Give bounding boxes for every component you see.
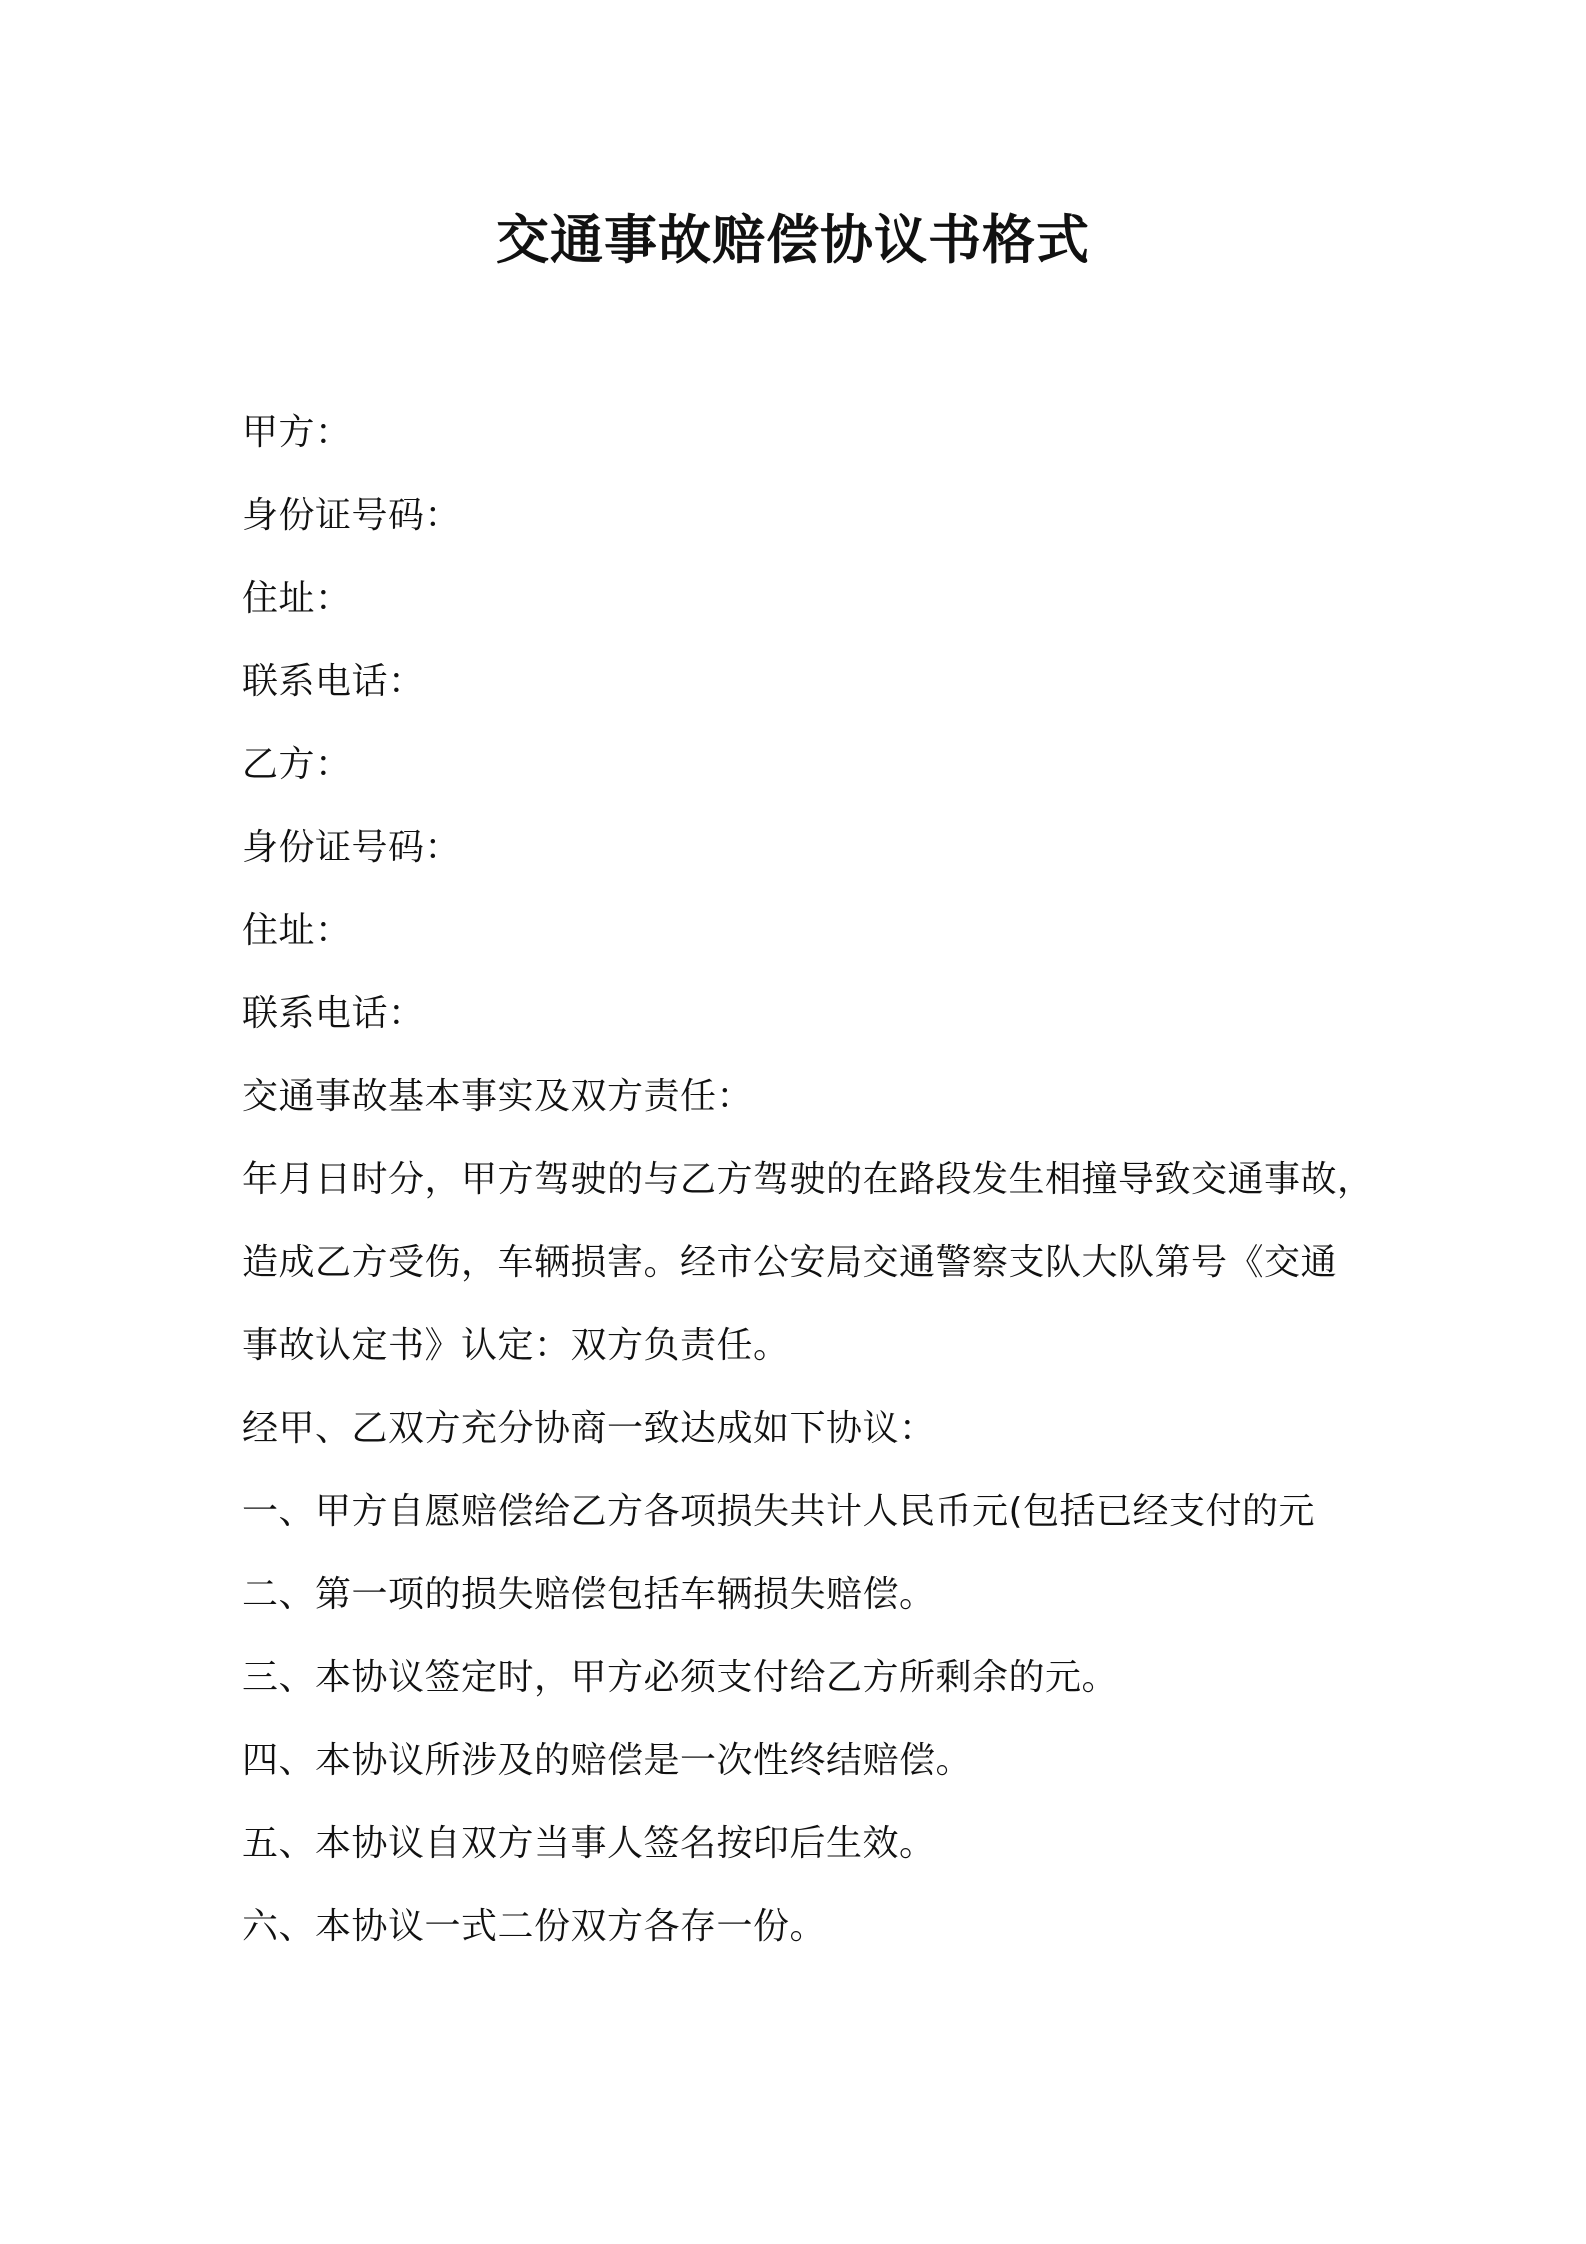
clause-item: 一、甲方自愿赔偿给乙方各项损失共计人民币元(包括已经支付的元 xyxy=(242,1491,1316,1532)
agreement-intro: 经甲、乙双方充分协商一致达成如下协议： xyxy=(242,1408,936,1449)
party-b-address-label: 住址： xyxy=(242,910,352,951)
clause-item: 六、本协议一式二份双方各存一份。 xyxy=(242,1906,827,1947)
clause-item: 二、第一项的损失赔偿包括车辆损失赔偿。 xyxy=(242,1574,936,1615)
facts-line: 造成乙方受伤，车辆损害。经市公安局交通警察支队大队第号《交通 xyxy=(242,1242,1338,1283)
document-title: 交通事故赔偿协议书格式 xyxy=(496,210,1090,271)
facts-line: 年月日时分，甲方驾驶的与乙方驾驶的在路段发生相撞导致交通事故， xyxy=(242,1159,1374,1200)
party-a-name-label: 甲方： xyxy=(242,412,352,453)
party-a-id-label: 身份证号码： xyxy=(242,495,462,536)
party-b-phone-label: 联系电话： xyxy=(242,993,425,1034)
party-b-id-label: 身份证号码： xyxy=(242,827,462,868)
clause-item: 四、本协议所涉及的赔偿是一次性终结赔偿。 xyxy=(242,1740,973,1781)
party-b-name-label: 乙方： xyxy=(242,744,352,785)
party-a-address-label: 住址： xyxy=(242,578,352,619)
clause-item: 三、本协议签定时，甲方必须支付给乙方所剩余的元。 xyxy=(242,1657,1119,1698)
clause-item: 五、本协议自双方当事人签名按印后生效。 xyxy=(242,1823,936,1864)
facts-line: 事故认定书》认定：双方负责任。 xyxy=(242,1325,790,1366)
facts-heading: 交通事故基本事实及双方责任： xyxy=(242,1076,754,1117)
party-a-phone-label: 联系电话： xyxy=(242,661,425,702)
